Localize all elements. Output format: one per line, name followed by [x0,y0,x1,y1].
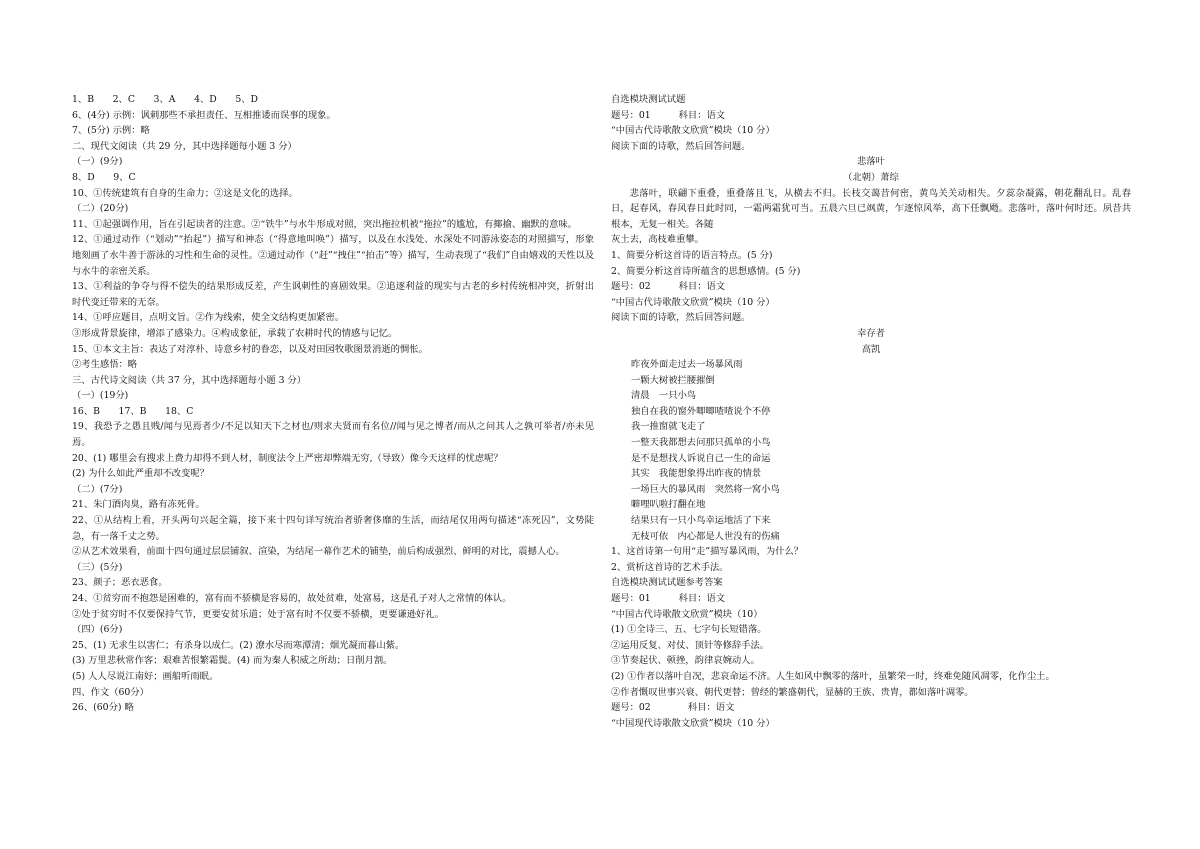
poem-line: 独自在我的窗外唧唧喳喳说个不停 [631,405,771,417]
poem-line: 一颗大树被拦腰摧倒 [631,374,715,386]
answer-line: 15、①本文主旨：表达了对淳朴、诗意乡村的眷恋，以及对田园牧歌图景消逝的惆怅。 [72,343,428,355]
answer-line: 26、(60分) 略 [72,702,134,714]
answer-line: (3) 万里悲秋常作客；艰难苦恨繁霜鬓。(4) 而为秦人积威之所劫；日削月割。 [72,655,393,667]
poem-text-end: 灰土去，高枝难重攀。 [611,234,704,246]
answer-paragraph: ②从艺术效果看，前面十四句通过层层铺叙、渲染，为结尾一幕作艺术的铺垫，前后构成强烈、鲜明的对比，震撼人心。 [72,546,565,558]
answer-line: 7、(5分) 示例：略 [72,125,150,137]
question-meta: 题号：01 科目：语文 [611,109,726,121]
answer-line: 8、D 9、C [72,171,136,183]
answer-line: 23、颜子；恶衣恶食。 [72,577,168,589]
answer-line: 1、B 2、C 3、A 4、D 5、D [72,94,259,105]
poem-line: 一场巨大的暴风雨 突然将一窝小鸟 [631,483,780,495]
instruction: 阅读下面的诗歌，然后回答问题。 [611,312,751,324]
question-line: 1、简要分析这首诗的语言特点。(5 分) [611,249,773,261]
answer-line: (2) 为什么如此严重却不改变呢？ [72,468,209,480]
answer-section-title: 自选模块测试试题参考答案 [611,577,723,589]
subsection-heading: （三）(5分) [72,561,123,573]
poem-line: 其实 我能想象得出昨夜的情景 [631,468,762,480]
answer-line: 16、B 17、B 18、C [72,405,194,417]
answer-line: 21、朱门酒肉臭，路有冻死骨。 [72,499,205,511]
answer-line: ②作者慨叹世事兴衰、朝代更替；曾经的繁盛朝代，显赫的王族、贵胄，都如落叶凋零。 [611,686,974,698]
poem-line: 结果只有一只小鸟幸运地活了下来 [631,515,771,527]
subsection-heading: （二）(20分) [72,203,129,215]
question-meta: 题号：02 科目：语文 [611,702,735,714]
subsection-heading: （一）(9分) [72,156,123,168]
answer-line: 24、①贫穷而不抱怨是困难的，富有而不骄横是容易的，故处贫难，处富易，这是孔子对人之常情的体认。 [72,593,512,604]
poem-author: 高凯 [861,343,881,355]
poem-author: （北朝）萧综 [843,171,899,183]
section-heading: 四、作文（60分） [72,686,149,698]
answer-paragraph: 22、①从结构上看，开头两句兴起全篇，接下来十四句详写统治者骄奢侈靡的生活，而结尾仅用两句描述“冻死囚”，文势陡急，有一落千丈之势。 [72,515,594,542]
answer-line: 25、(1) 无求生以害仁；有杀身以成仁。(2) 潦水尽而寒潭清；烟光凝而暮山紫。 [72,639,405,651]
elective-module-column [611,92,1131,731]
answer-line: ②处于贫穷时不仅要保持气节，更要安贫乐道；处于富有时不仅要不骄横，更要谦逊好礼。 [72,608,444,620]
poem-line: 昨夜外面走过去一场暴风雨 [631,359,743,371]
question-meta: 题号：01 科目：语文 [611,593,726,604]
poem-line: 我一推窗就飞走了 [631,421,706,433]
answer-paragraph: 12、①通过动作（“划动”“抬起”）描写和神态（“得意地叫唤”）描写，以及在水浅处、水深处不同游泳姿态的对照描写，形象地刻画了水牛善于游泳的习性和生命的灵性。②通过动作（“赶”“拽住”“拍击”等）描写，生动表现了“我们”自由嬉戏的天性以及与水牛的亲密关系。 [72,234,594,277]
section-heading: 三、古代诗文阅读（共 37 分，其中选择题每小题 3 分） [72,374,307,386]
answer-paragraph: 19、我恐予之愚且贱/闻与见焉者少/不足以知天下之材也/则求夫贤而有名位//闻与见之博者/而从之问其人之孰可举者/亦未见焉。 [72,421,594,449]
module-title: 自选模块测试试题 [611,94,686,105]
instruction: 阅读下面的诗歌，然后回答问题。 [611,140,751,152]
module-heading: “中国古代诗歌散文欣赏”模块（10 分） [611,296,775,308]
module-heading: “中国现代诗歌散文欣赏”模块（10 分） [611,717,775,729]
poem-body [611,357,1131,544]
question-line: 2、赏析这首诗的艺术手法。 [611,561,729,573]
subsection-heading: （二）(7分) [72,483,123,495]
answer-line: (5) 人人尽说江南好；画船听雨眠。 [72,670,219,682]
question-line: 2、简要分析这首诗所蕴含的思想感情。(5 分) [611,265,801,277]
answer-line: ②考生感悟：略 [72,359,138,371]
answer-line: 20、(1) 哪里会有搜求上费力却得不到人材，制度法令上严密却弊端无穷,（导致）像今天这样的忧虑呢？ [72,452,503,464]
answer-line: 14、①呼应题目，点明文旨。②作为线索，使全文结构更加紧密。 [72,312,345,324]
poem-line: 噼哩叭啦打翻在地 [631,499,706,511]
subsection-heading: （四）(6分) [72,624,123,636]
poem-line: 是不是想找人诉说自己一生的命运 [631,452,771,464]
answer-paragraph: 13、①利益的争夺与得不偿失的结果形成反差，产生讽刺性的喜剧效果。②追逐利益的现实与古老的乡村传统相冲突，折射出时代变迁带来的无奈。 [72,281,594,308]
answer-line: (1) ①全诗三、五、七字句长短错落。 [611,624,767,636]
module-heading: “中国古代诗歌散文欣赏”模块（10） [611,608,763,620]
answer-paragraph: 11、①起强调作用，旨在引起读者的注意。②“铁牛”与水牛形成对照，突出拖拉机被“拖拉”的尴尬，有揶揄、幽默的意味。 [72,218,577,230]
answer-line: ②运用反复、对仗、顶针等修辞手法。 [611,639,770,651]
poem-line: 一整天我都想去问那只孤单的小鸟 [631,437,771,449]
answer-line: 6、(4分) 示例：讽刺那些不承担责任、互相推诿而误事的现象。 [72,109,336,121]
poem-text: 悲落叶，联翩下重叠，重叠落且飞，从横去不归。长枝交蔼昔何密，黄鸟关关动相失。夕蕊杂凝露，朝花翻乱日。乱春日，起春风，春风春日此时同，一霜两霜犹可当。五晨六旦已飒黄，乍逐惊风举，高下任飘飏。悲落叶，落叶何时还。夙昔共根本，无复一相关。各随 [611,187,1131,230]
poem-title: 悲落叶 [857,156,885,168]
answer-line: ③形成背景旋律，增添了感染力。④构成象征，承载了农耕时代的情感与记忆。 [72,327,398,339]
module-heading: “中国古代诗歌散文欣赏”模块（10 分） [611,125,775,137]
section-heading: 二、现代文阅读（共 29 分，其中选择题每小题 3 分） [72,140,297,152]
question-line: 1、这首诗第一句用“走”描写暴风雨，为什么？ [611,546,804,558]
poem-line: 无枝可依 内心都是人世没有的伤痛 [631,530,780,542]
poem-line: 清晨 一只小鸟 [631,390,697,402]
question-meta: 题号：02 科目：语文 [611,281,726,293]
answer-line: 10、①传统建筑有自身的生命力；②这是文化的选择。 [72,187,298,199]
answer-line: ③节奏起伏、顿挫，韵律哀婉动人。 [611,655,760,667]
answer-key-column [72,92,594,716]
subsection-heading: （一）(19分) [72,390,129,402]
poem-title: 幸存者 [857,327,885,339]
answer-line: (2) ①作者以落叶自况，悲哀命运不济。人生如风中飘零的落叶，虽繁荣一时，终难免随风凋零，化作尘土。 [611,670,1055,682]
